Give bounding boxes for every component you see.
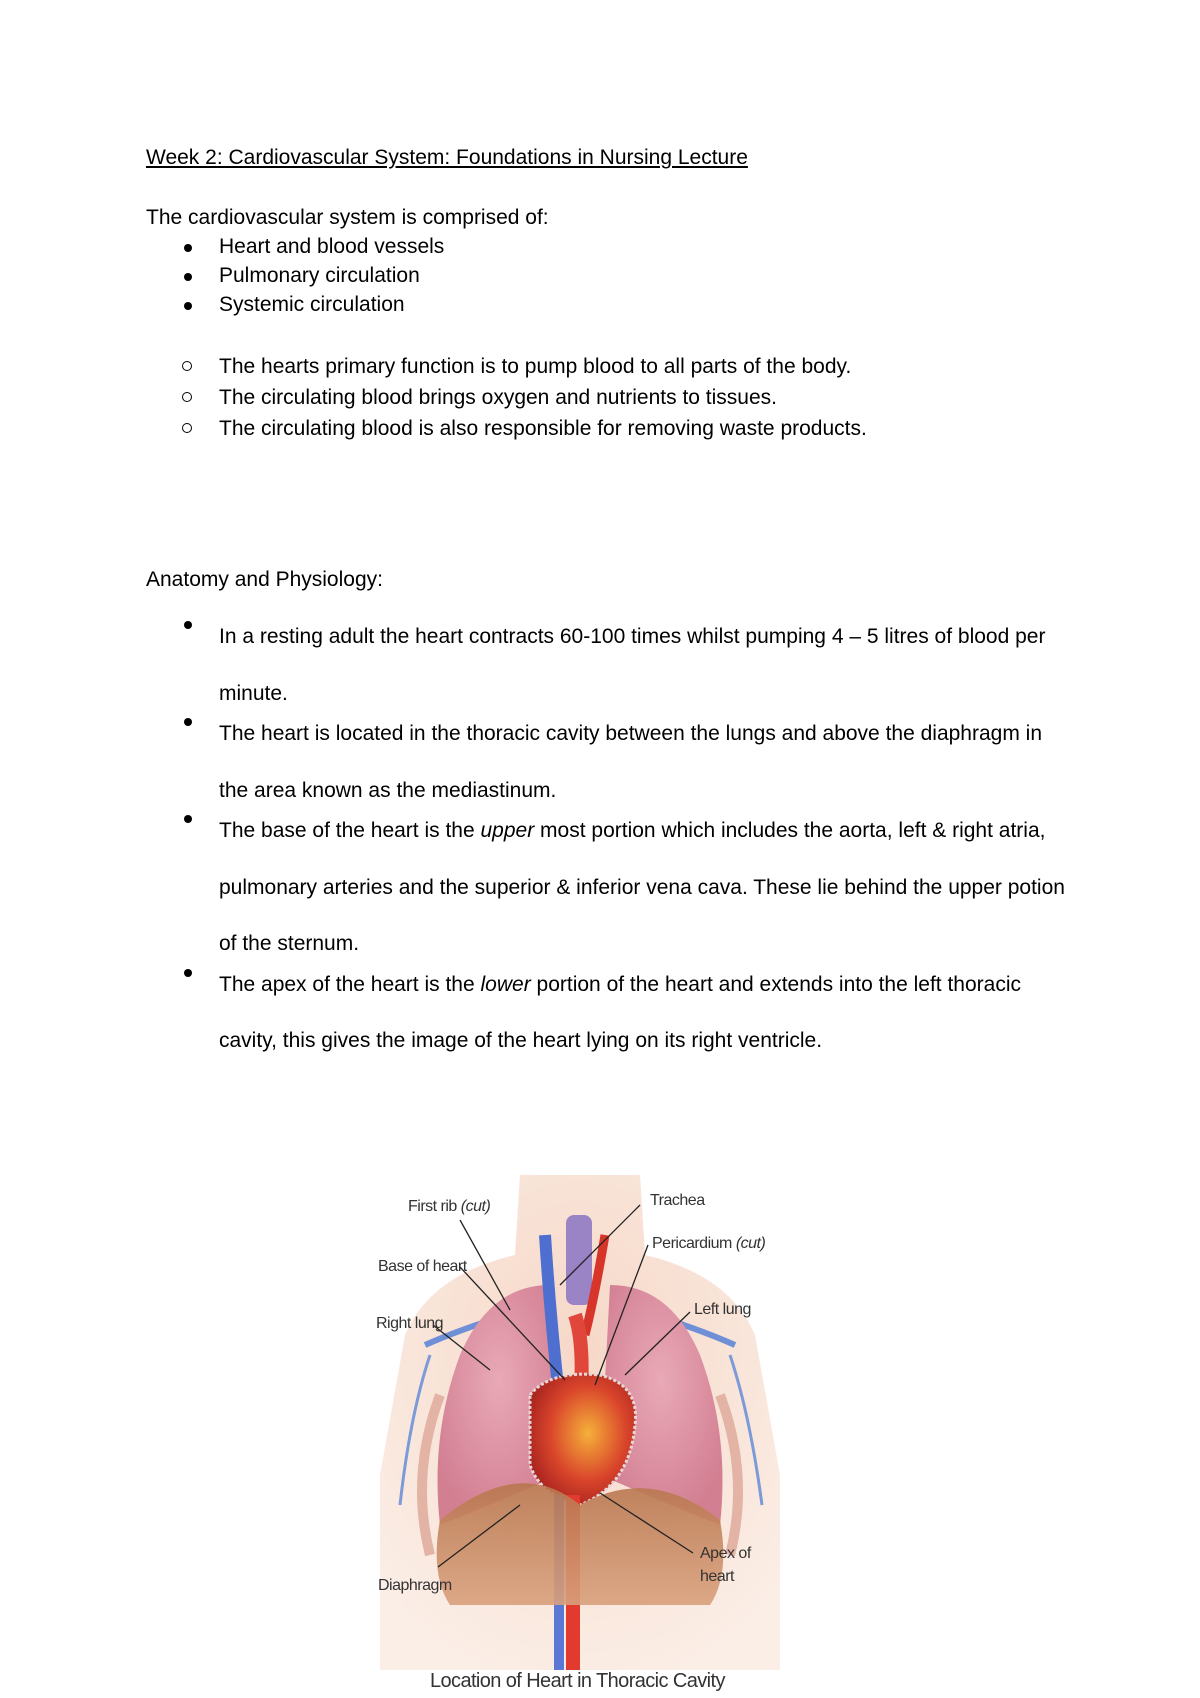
anatomy-heading: Anatomy and Physiology: — [146, 568, 383, 591]
heart-thoracic-figure — [370, 1175, 790, 1693]
bullet-icon — [184, 718, 192, 726]
circle-bullet-icon — [182, 361, 192, 371]
label-first-rib: First rib (cut) — [408, 1198, 491, 1215]
label-apex-of: Apex of — [700, 1545, 751, 1562]
bullet-icon — [184, 815, 192, 823]
label-trachea: Trachea — [650, 1192, 705, 1209]
list-item: The apex of the heart is the lower portion of the heart and extends into the left thoracic cavity, this gives the image of the heart lying on its right ventricle. — [146, 957, 1076, 1070]
intro-text: The cardiovascular system is comprised of: — [146, 206, 549, 229]
label-pericardium: Pericardium (cut) — [652, 1235, 766, 1252]
bullet-icon — [184, 273, 192, 281]
label-heart: heart — [700, 1568, 734, 1585]
anatomy-list — [146, 625, 1076, 1070]
circle-bullet-icon — [182, 423, 192, 433]
bullet-icon — [184, 969, 192, 977]
label-right-lung: Right lung — [376, 1315, 444, 1332]
list-item: The base of the heart is the upper most portion which includes the aorta, left & right atria, pulmonary arteries and the superior & inferior vena cava. These lie behind the upper potion of the sternum. — [146, 803, 1076, 973]
label-diaphragm: Diaphragm — [378, 1577, 452, 1594]
circle-bullet-icon — [182, 392, 192, 402]
bullet-icon — [184, 244, 192, 252]
document-page: Week 2: Cardiovascular System: Foundations in Nursing Lecture The cardiovascular system is comprised of: Heart and blood vessels Pulmonary circulation Systemic circulation The hearts primary function is to pump blood to all parts of the body. The circulating blood brings oxygen and nutrients to tissues. The circulating blood is also responsible for removing waste products. Anatomy and Physiology: In a resting adult the heart contracts 60-100 times whilst pumping 4 – 5 litres of blood per minute. The heart is located in the thoracic cavity between the lungs and above the diaphragm in the area known as the mediastinum. The base of the heart is the upper most portion which includes the aorta, left & right atria, pulmonary arteries and the superior & inferior vena cava. These lie behind the upper potion of the sternum. The apex of the heart is the lower portion of the heart and extends into the left thoracic cavity, this gives the image of the heart lying on its right ventricle. First rib (cut) Trachea Pericardium (cut) Base of heart Left lung Right lung Apex of heart Diaphragm Location of Heart in Thoracic Cavity — [0, 0, 1200, 1698]
list-item: The heart is located in the thoracic cavity between the lungs and above the diaphragm in the area known as the mediastinum. — [146, 706, 1076, 819]
figure-caption: Location of Heart in Thoracic Cavity — [430, 1670, 725, 1692]
page-title: Week 2: Cardiovascular System: Foundations in Nursing Lecture — [146, 146, 748, 169]
bullet-icon — [184, 302, 192, 310]
bullet-icon — [184, 621, 192, 629]
label-left-lung: Left lung — [694, 1301, 751, 1318]
label-base-of-heart: Base of heart — [378, 1258, 467, 1275]
list-item: In a resting adult the heart contracts 60-100 times whilst pumping 4 – 5 litres of blood per minute. — [146, 609, 1076, 722]
